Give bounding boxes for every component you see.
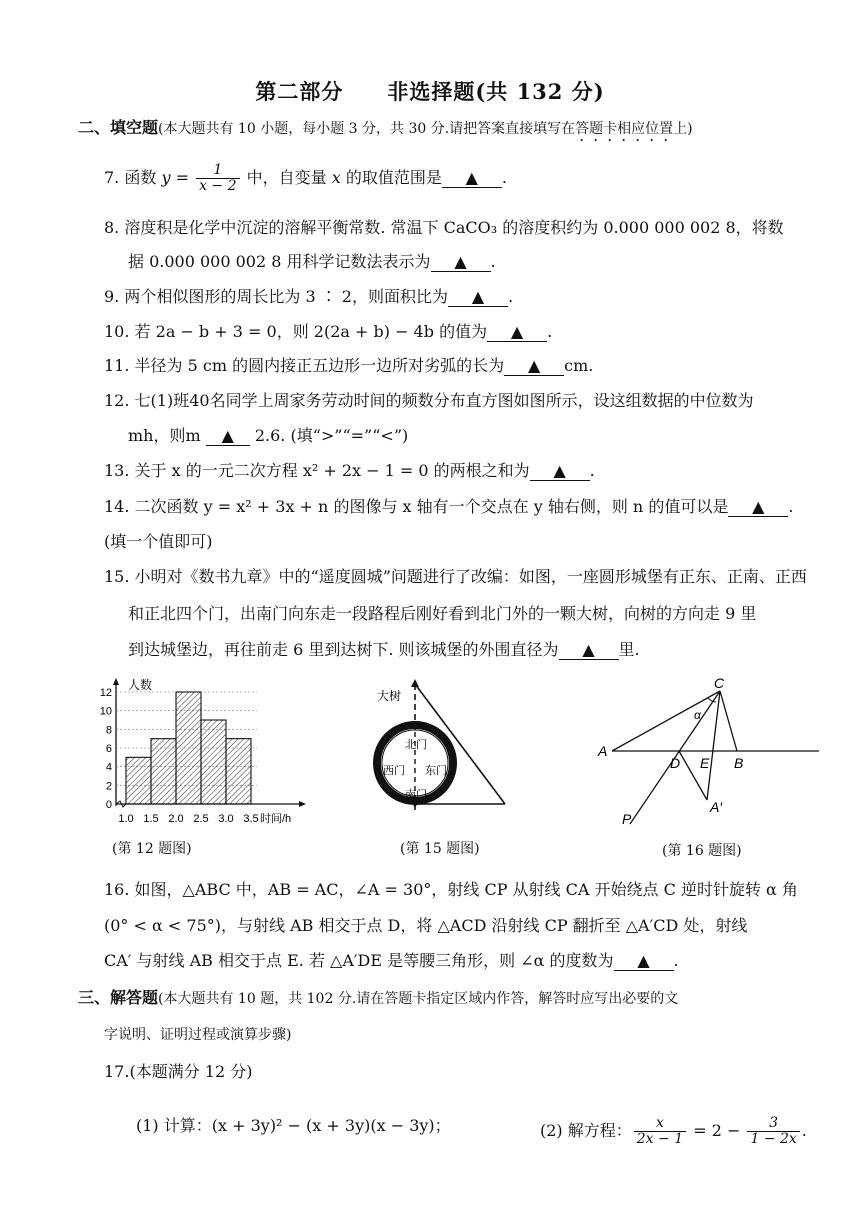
question-15-line-1: [104, 567, 807, 587]
section-3-note-1: (本大题共有 10 题，共 102 分.请在答题卡指定区域内作答，解答时应写出必要的文: [158, 991, 679, 1007]
q12-line-2a: mh，则m: [128, 426, 201, 445]
q9-end: .: [507, 287, 514, 306]
fig12-x-tick-label: 3.0: [218, 813, 234, 825]
q7-end: .: [501, 168, 507, 187]
fig12-bar: [226, 739, 251, 804]
fig12-x-tick-label: 3.5: [243, 813, 259, 825]
question-7: [104, 163, 507, 194]
q17-fraction-1: [634, 1116, 686, 1147]
q11-answer-blank: ▲: [504, 357, 564, 376]
section-3-heading: [78, 988, 678, 1009]
fig12-y-tick-label: 0: [105, 799, 112, 811]
q16-line-1: 如图，△ABC 中，AB = AC，∠A = 30°，射线 CP 从射线 CA 开始绕点 C 逆时针旋转 α 角: [134, 880, 798, 899]
q17-number: 17.: [104, 1062, 130, 1081]
q10-answer-blank: ▲: [487, 323, 547, 342]
q7-var-y: y: [161, 168, 171, 187]
q8-line-1: 溶度积是化学中沉淀的溶解平衡常数. 常温下 CaCO₃ 的溶度积约为 0.000 000 002 8，将数: [124, 218, 784, 237]
question-17-header: [104, 1062, 252, 1082]
q8-end: .: [490, 252, 496, 271]
q16-number: 16.: [104, 880, 130, 899]
question-13: [104, 461, 595, 481]
q14-number: 14.: [104, 497, 130, 516]
q13-text: 关于 x 的一元二次方程 x² + 2x − 1 = 0 的两根之和为: [134, 461, 530, 480]
fig15-west-label: 西门: [383, 765, 405, 777]
q13-end: .: [589, 461, 595, 480]
fig16-side-BC: [720, 691, 737, 751]
section-2-note: (本大题共有 10 小题，每小题 3 分，共 30 分.请把答案直接填写在: [158, 121, 576, 137]
q17-f2-num: 3: [747, 1116, 799, 1132]
q12-number: 12.: [104, 391, 130, 410]
question-9: [104, 287, 513, 307]
q11-end: cm.: [564, 356, 594, 375]
q7-frac-num: 1: [196, 163, 239, 179]
fig16-label-E: E: [700, 755, 710, 771]
fig15-castle-diagram: [355, 676, 515, 834]
q10-text: 若 2a − b + 3 = 0，则 2(2a + b) − 4b 的值为: [134, 322, 488, 341]
q16-line-2: (0° < α < 75°)，与射线 AB 相交于点 D，将 △ACD 沿射线 CP 翻折至 △A′CD 处，射线: [104, 916, 748, 935]
page-title: 第二部分 非选择题(共 132 分): [255, 79, 605, 104]
question-12-line-1: [104, 391, 754, 411]
fig12-y-tick-label: 10: [99, 705, 112, 718]
q8-answer-blank: ▲: [431, 253, 491, 272]
q15-answer-blank: ▲: [559, 641, 619, 660]
fig12-y-label: 人数: [128, 678, 153, 692]
q17-part-2: [540, 1116, 807, 1147]
fig15-tree-label: 大树: [377, 689, 402, 703]
fig15-north-label: 北门: [405, 739, 427, 751]
section-3-title: 三、解答题: [78, 988, 159, 1007]
fig15-caption: (第 15 题图): [400, 841, 480, 857]
fig15-east-label: 东门: [425, 765, 447, 777]
q7-text-c: 的取值范围是: [340, 168, 442, 187]
fig16-label-A-prime: A′: [710, 799, 722, 815]
fig16-label-A: A: [598, 743, 608, 759]
q13-number: 13.: [104, 461, 130, 480]
q14-line-1: 二次函数 y = x² + 3x + n 的图像与 x 轴有一个交点在 y 轴右侧，则 n 的值可以是: [134, 497, 729, 516]
q7-fraction: [196, 163, 239, 194]
question-16-line-2: [104, 916, 747, 936]
q10-number: 10.: [104, 322, 130, 341]
fig16-triangle-diagram: [594, 674, 822, 832]
q12-line-1: 七(1)班40名同学上周家务劳动时间的频数分布直方图如图所示，设这组数据的中位数为: [134, 391, 754, 410]
fig12-x-tick-label: 1.5: [143, 813, 159, 825]
q11-text: 半径为 5 cm 的圆内接正五边形一边所对劣弧的长为: [134, 356, 505, 375]
fig12-y-tick-label: 6: [105, 743, 112, 755]
fig12-x-tick-label: 1.0: [118, 813, 134, 825]
q17-f2-den: 1 − 2x: [750, 1131, 797, 1147]
fig12-x-tick-label: 2.0: [168, 813, 184, 825]
fig12-bar: [151, 739, 176, 804]
q7-answer-blank: ▲: [442, 169, 502, 188]
q11-number: 11.: [104, 356, 130, 375]
q15-number: 15.: [104, 567, 130, 586]
q16-answer-blank: ▲: [614, 952, 674, 971]
fig16-label-C: C: [714, 675, 725, 691]
fig16-label-P: P: [622, 811, 632, 827]
q14-line-2: (填一个值即可): [104, 532, 213, 551]
q7-var-x: x: [331, 168, 341, 187]
question-12-line-2: [128, 426, 408, 446]
q14-end: .: [788, 497, 794, 516]
fig12-y-tick-label: 2: [105, 780, 112, 793]
fig12-y-ticks: [100, 687, 112, 811]
question-14-line-1: [104, 497, 793, 517]
q17-eq: = 2 −: [688, 1121, 746, 1140]
q7-eq: =: [170, 168, 195, 187]
section-2-note-emphasis: 答题卡相应位置: [575, 121, 674, 137]
question-8-line-1: [104, 218, 784, 238]
q12-line-2b: 2.6. (填“>”“=”“<”): [254, 426, 409, 445]
fig16-caption: (第 16 题图): [662, 843, 742, 859]
fig12-x-ticks: [118, 813, 258, 825]
fig15-south-label: 南门: [405, 789, 427, 801]
section-2-title: 二、填空题: [78, 118, 159, 137]
q9-number: 9.: [104, 287, 120, 306]
fig12-x-tick-label: 2.5: [193, 813, 209, 825]
question-15-line-2: [128, 604, 756, 624]
q16-line-3: CA′ 与射线 AB 相交于点 E. 若 △A′DE 是等腰三角形，则 ∠α 的度数为: [104, 951, 614, 970]
q9-answer-blank: ▲: [448, 288, 508, 307]
q17-f1-num: x: [634, 1116, 686, 1132]
question-10: [104, 322, 552, 342]
question-16-line-3: [104, 951, 679, 971]
fig12-bar: [126, 757, 151, 804]
question-14-line-2: [104, 532, 213, 552]
fig12-x-arrow: [299, 801, 306, 807]
q17-f1-den: 2x − 1: [636, 1131, 684, 1147]
q15-line-1: 小明对《数书九章》中的“遥度圆城”问题进行了改编：如图，一座圆形城堡有正东、正南、正西: [134, 567, 807, 586]
q16-end: .: [673, 951, 679, 970]
q13-answer-blank: ▲: [530, 462, 590, 481]
fig12-histogram: [80, 676, 310, 832]
question-16-line-1: [104, 880, 798, 900]
q15-end: 里.: [618, 640, 640, 659]
fig12-y-tick-label: 8: [105, 724, 112, 737]
fig12-caption: (第 12 题图): [112, 841, 192, 857]
q7-frac-den: x − 2: [199, 178, 237, 194]
section-2-heading: [78, 118, 693, 145]
fig15-tree-icon: [411, 679, 419, 687]
q17-score: (本题满分 12 分): [129, 1062, 253, 1081]
fig12-y-tick-label: 12: [99, 687, 112, 699]
fig12-y-arrow: [113, 678, 119, 685]
q17-part-2-label: (2) 解方程：: [540, 1121, 632, 1140]
q10-end: .: [547, 322, 553, 341]
question-11: [104, 356, 593, 376]
section-3-note-line-2: 字说明、证明过程或演算步骤): [104, 1027, 292, 1043]
fig12-bar: [176, 692, 201, 804]
question-8-line-2: [128, 252, 496, 272]
q7-text-a: 函数: [124, 168, 162, 187]
q14-answer-blank: ▲: [728, 498, 788, 517]
q8-number: 8.: [104, 218, 120, 237]
fig16-side-AC: [612, 691, 720, 751]
fig12-bar: [201, 720, 226, 804]
q17-end: .: [801, 1121, 807, 1140]
q8-line-2: 据 0.000 000 002 8 用科学记数法表示为: [128, 252, 431, 271]
q15-line-2: 和正北四个门，出南门向东走一段路程后刚好看到北门外的一颗大树，向树的方向走 9 里: [128, 604, 757, 623]
fig16-label-D: D: [670, 755, 681, 771]
question-15-line-3: [128, 640, 640, 660]
q7-number: 7.: [104, 168, 120, 187]
q7-text-b: 中，自变量: [241, 168, 332, 187]
section-2-note-end: 上): [673, 121, 693, 137]
q12-answer-blank: ▲: [206, 427, 250, 446]
q15-line-3: 到达城堡边，再往前走 6 里到达树下. 则该城堡的外围直径为: [128, 640, 559, 659]
fig16-label-alpha: α: [694, 708, 701, 722]
fig12-x-label: 时间/h: [260, 813, 292, 825]
q9-text: 两个相似图形的周长比为 3 ∶ 2，则面积比为: [124, 287, 448, 306]
fig16-label-B: B: [734, 755, 744, 771]
q17-fraction-2: [747, 1116, 799, 1147]
q17-part-1: (1) 计算：(x + 3y)² − (x + 3y)(x − 3y)；: [136, 1116, 451, 1135]
fig12-y-tick-label: 4: [105, 761, 112, 774]
